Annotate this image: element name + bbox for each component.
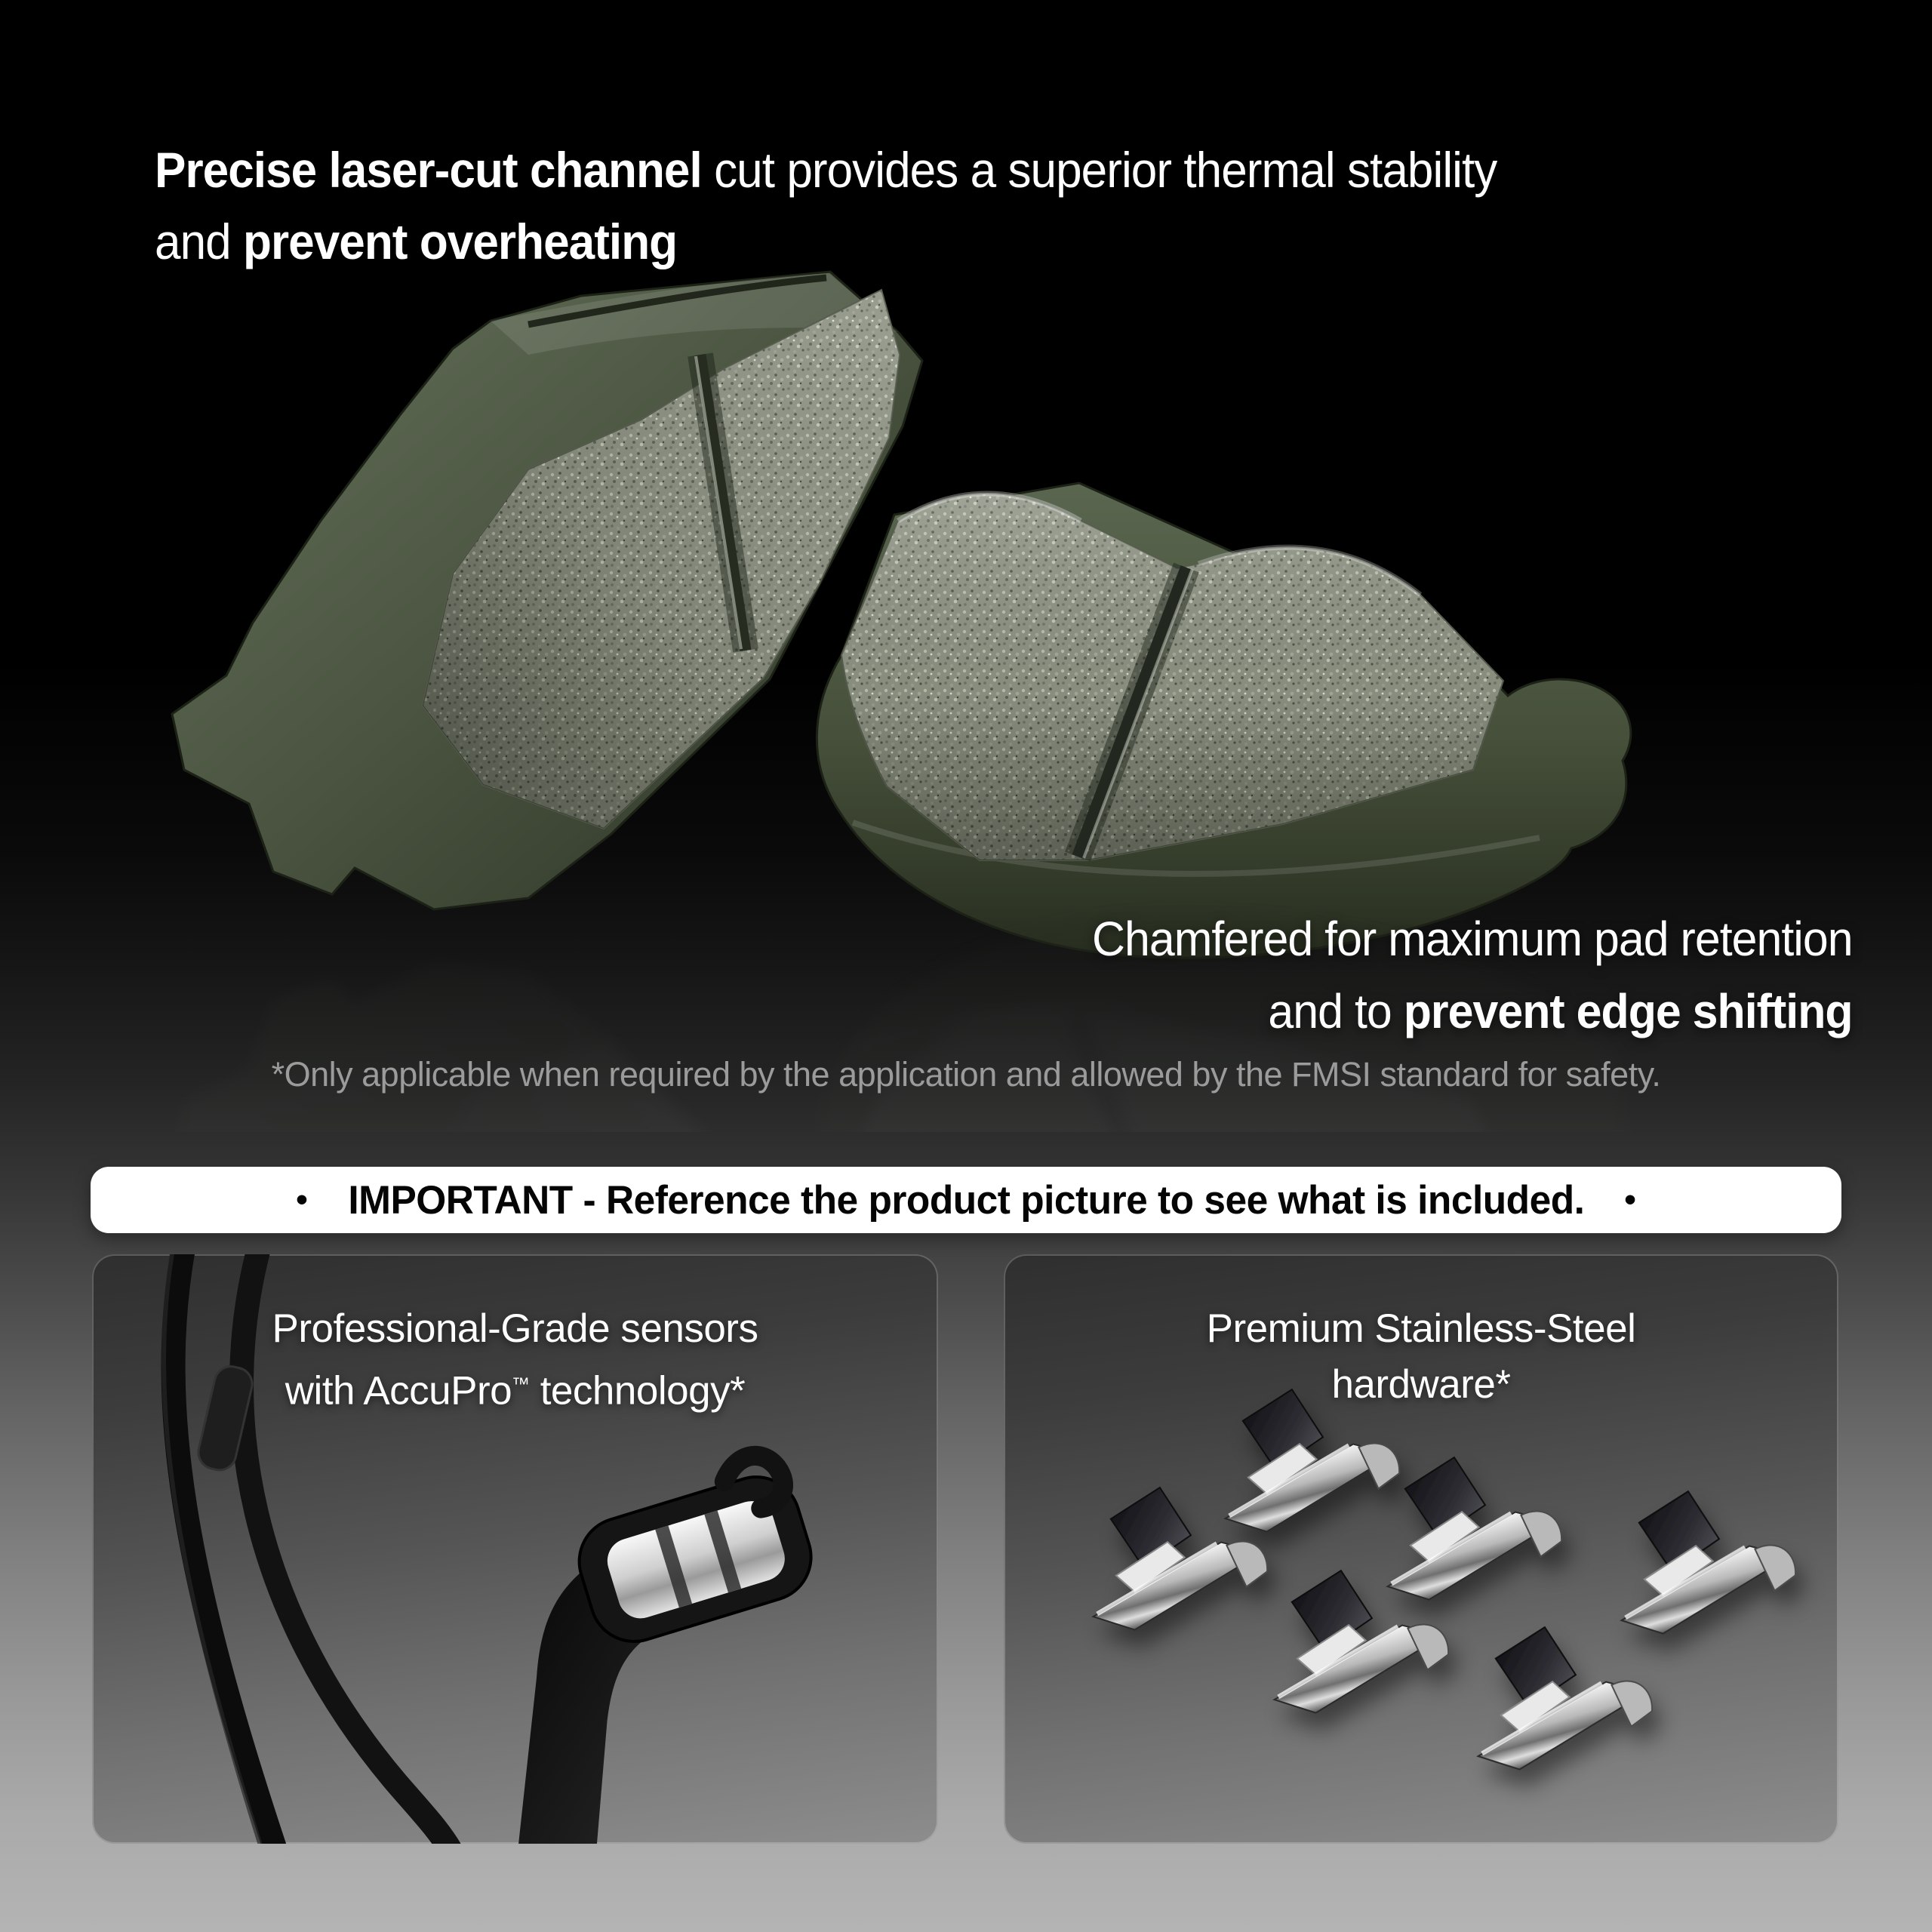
steel-clips-set bbox=[1064, 1367, 1803, 1780]
banner-text: IMPORTANT - Reference the product picture to see what is included. bbox=[347, 1177, 1585, 1223]
chamfer-line-1 bbox=[1092, 903, 1853, 975]
hardware-title-line1: Premium Stainless-Steel bbox=[1206, 1306, 1636, 1351]
headline-line-2 bbox=[155, 206, 1497, 278]
hardware-card bbox=[1004, 1254, 1838, 1844]
steel-clip bbox=[1064, 1465, 1275, 1640]
important-banner bbox=[91, 1167, 1841, 1233]
sensor-title-line1: Professional-Grade sensors bbox=[272, 1306, 758, 1351]
sensor-head bbox=[562, 1447, 822, 1652]
fmsi-footnote: *Only applicable when required by the application and allowed by the FMSI standard for safety. bbox=[271, 1055, 1661, 1094]
sensor-head-assembly bbox=[518, 1447, 822, 1844]
hardware-title-line2: hardware* bbox=[1331, 1362, 1511, 1407]
sensor-title-line2-post: technology* bbox=[529, 1368, 746, 1414]
lying-brake-pad bbox=[817, 483, 1631, 958]
chamfer-caption bbox=[1092, 903, 1853, 1048]
sensor-title-line2-pre: with AccuPro bbox=[285, 1368, 512, 1414]
headline-line1-bold: Precise laser-cut channel bbox=[155, 142, 702, 198]
standing-brake-pad bbox=[172, 272, 922, 909]
headline-line2-bold: prevent overheating bbox=[243, 214, 678, 269]
steel-clip bbox=[1449, 1604, 1660, 1780]
headline-line1-rest: cut provides a superior thermal stability bbox=[701, 142, 1497, 198]
banner-right-bullet-icon: • bbox=[1624, 1181, 1636, 1218]
chamfer-line2-bold: prevent edge shifting bbox=[1404, 984, 1853, 1038]
steel-clip bbox=[1592, 1469, 1803, 1644]
sensor-card bbox=[92, 1254, 938, 1844]
chamfer-line-2 bbox=[1092, 975, 1853, 1048]
headline-line2-rest: and bbox=[155, 214, 244, 269]
sensor-card-title bbox=[92, 1254, 938, 1420]
hardware-card-title bbox=[1004, 1254, 1838, 1413]
chamfer-line2-rest: and to bbox=[1268, 984, 1404, 1038]
banner-left-bullet-icon: • bbox=[296, 1181, 308, 1218]
headline bbox=[155, 134, 1497, 278]
trademark-symbol: ™ bbox=[512, 1374, 530, 1395]
chamfer-line1-text: Chamfered for maximum pad retention bbox=[1092, 912, 1853, 966]
headline-line-1 bbox=[155, 134, 1497, 206]
